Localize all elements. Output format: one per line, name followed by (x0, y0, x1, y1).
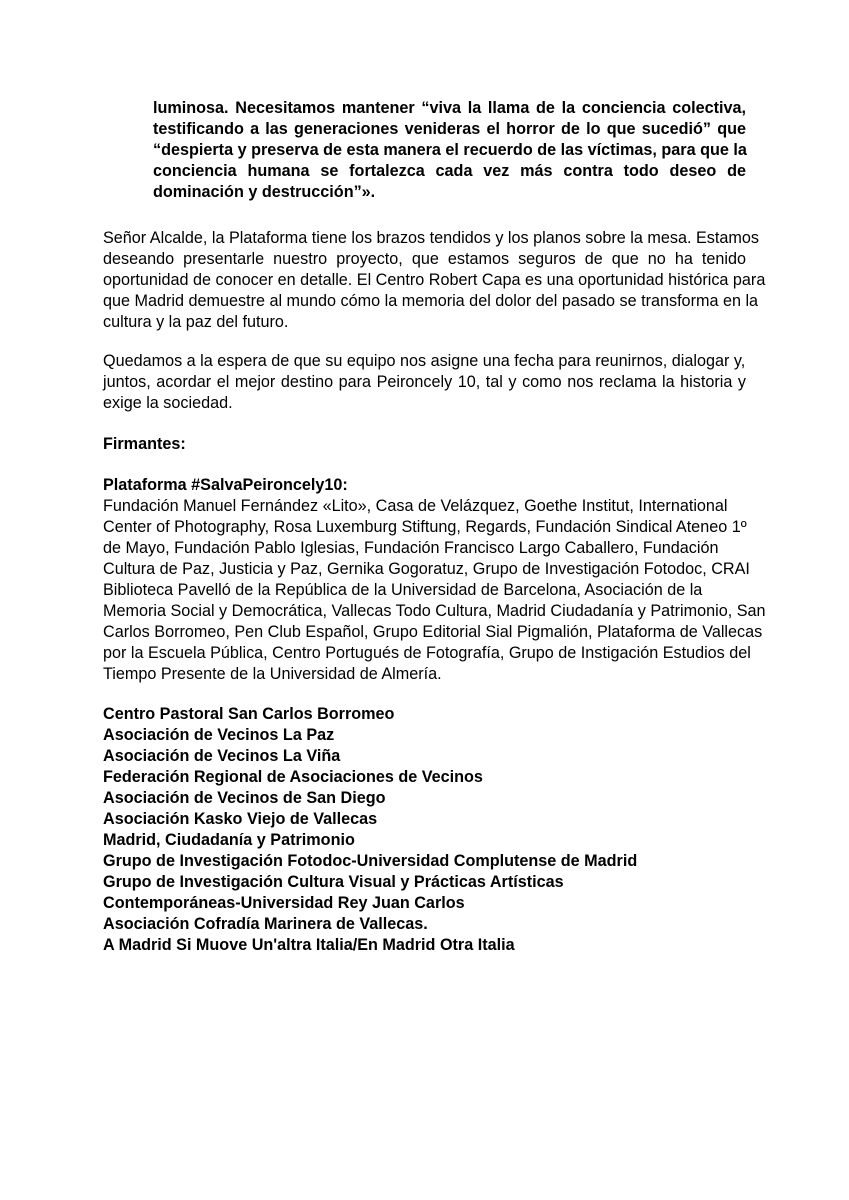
signer-item: Asociación de Vecinos La Paz (103, 726, 335, 744)
paragraph-line: exige la sociedad. (103, 394, 233, 412)
signer-item: Asociación Cofradía Marinera de Vallecas. (103, 915, 428, 933)
paragraph-alcalde (103, 228, 766, 333)
signer-item: Grupo de Investigación Fotodoc-Universidad Complutense de Madrid (103, 852, 638, 870)
members-line: Cultura de Paz, Justicia y Paz, Gernika Gogoratuz, Grupo de Investigación Fotodoc, CRAI (103, 560, 750, 578)
plataforma-heading: Plataforma #SalvaPeironcely10: (103, 476, 348, 494)
paragraph-line: cultura y la paz del futuro. (103, 313, 289, 331)
signer-item: Madrid, Ciudadanía y Patrimonio (103, 831, 355, 849)
signer-item: Asociación de Vecinos de San Diego (103, 789, 386, 807)
paragraph-line: Señor Alcalde, la Plataforma tiene los brazos tendidos y los planos sobre la mesa. Estamos (103, 229, 759, 247)
signer-item: Centro Pastoral San Carlos Borromeo (103, 705, 395, 723)
paragraph-line: juntos, acordar el mejor destino para Peironcely 10, tal y como nos reclama la historia y (103, 373, 746, 391)
quote-line: luminosa. Necesitamos mantener “viva la llama de la conciencia colectiva, (153, 99, 746, 117)
plataforma-members (103, 496, 766, 685)
members-line: Center of Photography, Rosa Luxemburg Stiftung, Regards, Fundación Sindical Ateneo 1º (103, 518, 747, 536)
paragraph-line: Quedamos a la espera de que su equipo nos asigne una fecha para reunirnos, dialogar y, (103, 352, 746, 370)
quote-line: dominación y destrucción”». (153, 183, 376, 201)
members-line: Carlos Borromeo, Pen Club Español, Grupo Editorial Sial Pigmalión, Plataforma de Vallecas (103, 623, 763, 641)
signer-item: A Madrid Si Muove Un'altra Italia/En Madrid Otra Italia (103, 936, 515, 954)
signer-item: Grupo de Investigación Cultura Visual y Prácticas Artísticas (103, 873, 564, 891)
quote-line: conciencia humana se fortalezca cada vez más contra todo deseo de (153, 162, 746, 180)
block-quote (153, 98, 746, 203)
members-line: Fundación Manuel Fernández «Lito», Casa de Velázquez, Goethe Institut, International (103, 497, 728, 515)
signer-item: Asociación Kasko Viejo de Vallecas (103, 810, 378, 828)
members-line: Memoria Social y Democrática, Vallecas Todo Cultura, Madrid Ciudadanía y Patrimonio, San (103, 602, 766, 620)
signer-item: Federación Regional de Asociaciones de Vecinos (103, 768, 483, 786)
signers-list (103, 704, 763, 956)
firmantes-heading: Firmantes: (103, 435, 186, 453)
quote-line: “despierta y preserva de esta manera el recuerdo de las víctimas, para que la (153, 141, 747, 159)
paragraph-line: oportunidad de conocer en detalle. El Centro Robert Capa es una oportunidad histórica para (103, 271, 766, 289)
members-line: por la Escuela Pública, Centro Portugués de Fotografía, Grupo de Instigación Estudios del (103, 644, 751, 662)
members-line: Biblioteca Pavelló de la República de la Universidad de Barcelona, Asociación de la (103, 581, 703, 599)
members-line: Tiempo Presente de la Universidad de Almería. (103, 665, 442, 683)
paragraph-espera (103, 351, 746, 414)
signer-item: Contemporáneas-Universidad Rey Juan Carlos (103, 894, 465, 912)
paragraph-line: deseando presentarle nuestro proyecto, que estamos seguros de que no ha tenido (103, 250, 746, 268)
paragraph-line: que Madrid demuestre al mundo cómo la memoria del dolor del pasado se transforma en la (103, 292, 759, 310)
quote-line: testificando a las generaciones venideras el horror de lo que sucedió” que (153, 120, 746, 138)
signer-item: Asociación de Vecinos La Viña (103, 747, 341, 765)
members-line: de Mayo, Fundación Pablo Iglesias, Fundación Francisco Largo Caballero, Fundación (103, 539, 719, 557)
